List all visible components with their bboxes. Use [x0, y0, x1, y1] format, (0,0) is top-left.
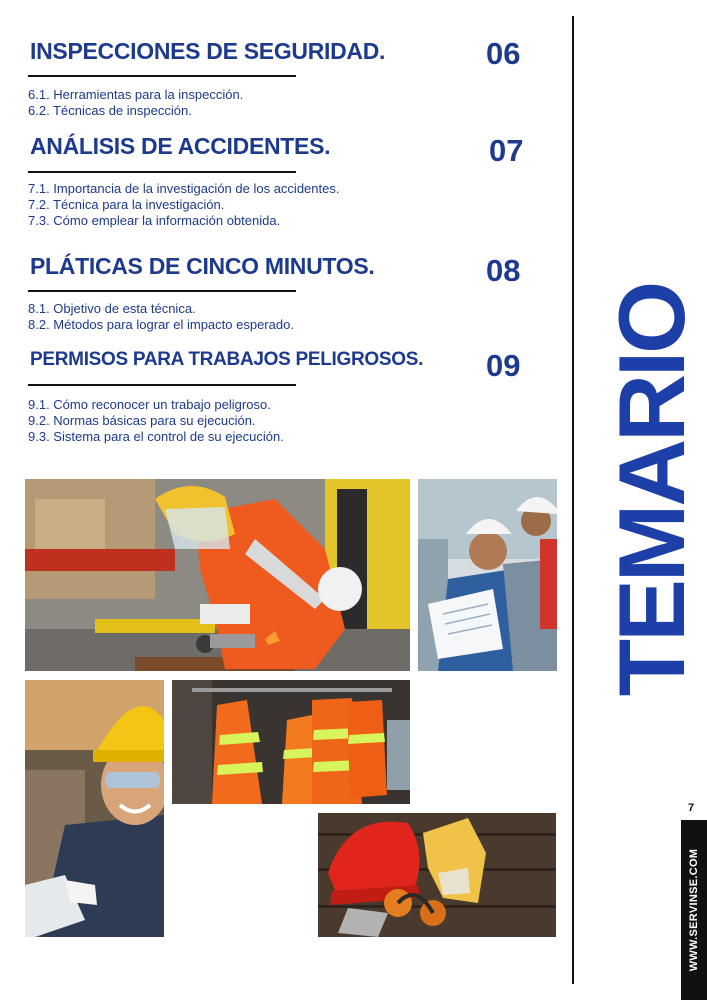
- section-title-07: ANÁLISIS DE ACCIDENTES.: [30, 133, 331, 159]
- section-items-09: [28, 397, 284, 445]
- section-title-06: INSPECCIONES DE SEGURIDAD.: [30, 38, 386, 64]
- list-item: 7.3. Cómo emplear la información obtenida.: [28, 213, 281, 228]
- side-title: TEMARIO: [599, 283, 704, 697]
- section-items-07: [28, 181, 339, 229]
- section-number-09: 09: [486, 348, 521, 383]
- vertical-divider: [572, 16, 574, 984]
- section-divider: [28, 171, 296, 173]
- section-divider: [28, 75, 296, 77]
- section-number-07: 07: [489, 133, 524, 168]
- list-item: 9.1. Cómo reconocer un trabajo peligroso.: [28, 397, 271, 412]
- website-url: WWW.SERVINSE.COM: [688, 848, 700, 972]
- page-number: 7: [688, 802, 695, 814]
- photo-ppe-equipment: [318, 813, 556, 937]
- list-item: 6.2. Técnicas de inspección.: [28, 103, 192, 118]
- list-item: 7.1. Importancia de la investigación de los accidentes.: [28, 181, 340, 196]
- photo-safety-vests: [172, 680, 410, 804]
- section-items-08: [28, 301, 294, 333]
- section-divider: [28, 290, 296, 292]
- photo-smiling-worker: [25, 680, 164, 937]
- list-item: 8.2. Métodos para lograr el impacto esperado.: [28, 317, 294, 332]
- section-items-06: [28, 87, 243, 119]
- section-title-09: PERMISOS PARA TRABAJOS PELIGROSOS.: [30, 349, 424, 370]
- list-item: 6.1. Herramientas para la inspección.: [28, 87, 244, 102]
- list-item: 8.1. Objetivo de esta técnica.: [28, 301, 196, 316]
- section-number-06: 06: [486, 36, 521, 71]
- list-item: 9.2. Normas básicas para su ejecución.: [28, 413, 256, 428]
- section-title-08: PLÁTICAS DE CINCO MINUTOS.: [30, 253, 375, 279]
- photo-engineers-plans: [418, 479, 557, 671]
- photo-worker-grinding: [25, 479, 410, 671]
- list-item: 9.3. Sistema para el control de su ejecución.: [28, 429, 284, 444]
- list-item: 7.2. Técnica para la investigación.: [28, 197, 225, 212]
- section-divider: [28, 384, 296, 386]
- section-number-08: 08: [486, 253, 521, 288]
